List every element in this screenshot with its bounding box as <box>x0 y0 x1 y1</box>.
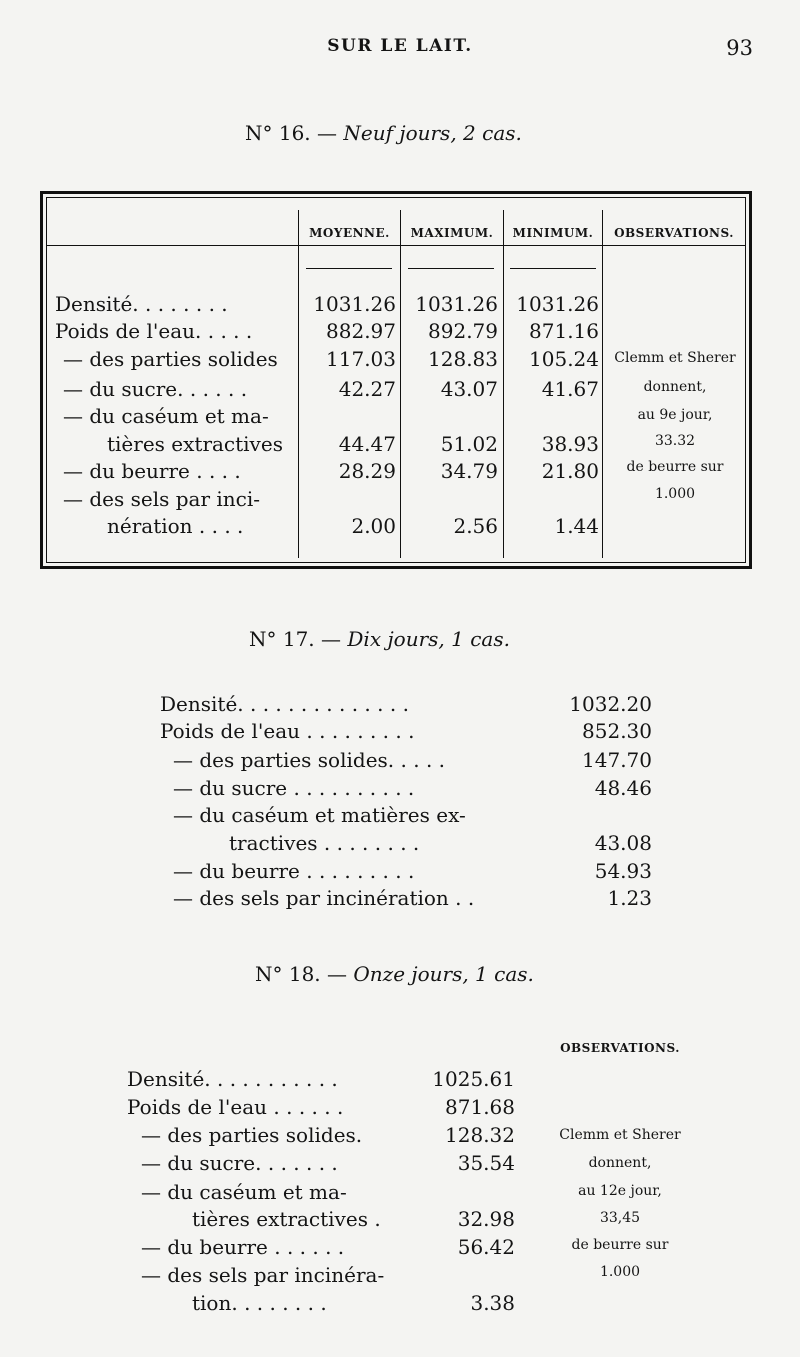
table-18-subtitle: Onze jours, 1 cas. <box>353 962 534 986</box>
t16-row-label: — du caséum et ma- <box>63 404 269 428</box>
t16-row-label: — du sucre. . . . . . <box>63 377 248 401</box>
t16-minimum: 41.67 <box>541 377 599 401</box>
t16-observation-line: donnent, <box>643 379 707 395</box>
page-number: 93 <box>726 36 753 60</box>
t16-row-label: nération . . . . <box>107 514 244 538</box>
t16-row-label: — des parties solides <box>63 347 278 371</box>
col-header-maximum: MAXIMUM. <box>410 226 494 240</box>
t16-row-label: Poids de l'eau. . . . . <box>55 319 253 343</box>
t16-minimum: 21.80 <box>541 459 599 483</box>
t18-value: 871.68 <box>445 1095 515 1119</box>
t16-moyenne: 2.00 <box>351 514 396 538</box>
t18-value: 35.54 <box>457 1151 515 1175</box>
t18-row-label: Densité. . . . . . . . . . . <box>127 1067 338 1091</box>
t17-row-label: — du beurre . . . . . . . . . <box>173 859 415 883</box>
table-17-title <box>249 627 510 651</box>
t17-value: 48.46 <box>594 776 652 800</box>
t17-value: 43.08 <box>594 831 652 855</box>
table-18-dash: — <box>320 962 354 986</box>
t16-maximum: 43.07 <box>440 377 498 401</box>
t16-row-label: Densité. . . . . . . . <box>55 292 228 316</box>
t16-observation-line: Clemm et Sherer <box>614 350 736 366</box>
t17-value: 852.30 <box>582 719 652 743</box>
t17-value: 147.70 <box>582 748 652 772</box>
t18-value: 56.42 <box>457 1235 515 1259</box>
t18-row-label: — du beurre . . . . . . <box>141 1235 345 1259</box>
table-17-subtitle: Dix jours, 1 cas. <box>347 627 510 651</box>
table-16-title <box>245 121 522 145</box>
t16-observation-line: 33.32 <box>654 433 696 449</box>
t17-row-label: tractives . . . . . . . . <box>229 831 420 855</box>
col-header-moyenne: MOYENNE. <box>309 226 390 240</box>
col-header-minimum: MINIMUM. <box>512 226 594 240</box>
t18-row-label: tières extractives . <box>192 1207 381 1231</box>
table-16-number: N° 16. <box>245 121 311 145</box>
t16-maximum: 1031.26 <box>415 292 498 316</box>
subrule-3 <box>510 268 596 269</box>
t16-minimum: 871.16 <box>529 319 599 343</box>
t16-observation-line: de beurre sur <box>626 459 724 475</box>
t18-observation-line: 33,45 <box>599 1210 641 1226</box>
t17-row-label: — des parties solides. . . . . <box>173 748 446 772</box>
t18-row-label: tion. . . . . . . . <box>192 1291 327 1315</box>
col-sep-2 <box>400 210 401 558</box>
t18-row-label: Poids de l'eau . . . . . . <box>127 1095 344 1119</box>
t17-value: 54.93 <box>594 859 652 883</box>
t16-maximum: 34.79 <box>440 459 498 483</box>
subrule-1 <box>306 268 392 269</box>
t18-row-label: — des sels par incinéra- <box>141 1263 385 1287</box>
t16-row-label: tières extractives <box>107 432 283 456</box>
t17-row-label: — des sels par incinération . . <box>173 886 475 910</box>
table-17-number: N° 17. <box>249 627 315 651</box>
t17-row-label: Densité. . . . . . . . . . . . . . <box>160 692 409 716</box>
t17-row-label: Poids de l'eau . . . . . . . . . <box>160 719 415 743</box>
t16-observation-line: 1.000 <box>654 486 696 502</box>
table-18-title <box>255 962 534 986</box>
header-rule <box>46 245 746 246</box>
t18-row-label: — des parties solides. <box>141 1123 363 1147</box>
t16-row-label: — du beurre . . . . <box>63 459 241 483</box>
table-18-number: N° 18. <box>255 962 321 986</box>
table-16-subtitle: Neuf jours, 2 cas. <box>343 121 522 145</box>
t16-minimum: 1031.26 <box>516 292 599 316</box>
t17-value: 1032.20 <box>569 692 652 716</box>
t16-moyenne: 1031.26 <box>313 292 396 316</box>
t16-row-label: — des sels par inci- <box>63 487 261 511</box>
running-head: SUR LE LAIT. <box>327 36 473 56</box>
t18-row-label: — du caséum et ma- <box>141 1180 347 1204</box>
t18-value: 128.32 <box>445 1123 515 1147</box>
t18-value: 1025.61 <box>432 1067 515 1091</box>
col-sep-3 <box>503 210 504 558</box>
t18-observations-header: OBSERVATIONS. <box>560 1041 680 1055</box>
t17-row-label: — du sucre . . . . . . . . . . <box>173 776 415 800</box>
t16-moyenne: 117.03 <box>326 347 396 371</box>
col-sep-4 <box>602 210 603 558</box>
t18-observation-line: Clemm et Sherer <box>559 1127 681 1143</box>
t18-observation-line: 1.000 <box>599 1264 641 1280</box>
col-header-observations: OBSERVATIONS. <box>614 226 734 240</box>
table-17-dash: — <box>314 627 348 651</box>
t18-observation-line: de beurre sur <box>571 1237 669 1253</box>
subrule-2 <box>408 268 494 269</box>
t17-row-label: — du caséum et matières ex- <box>173 803 466 827</box>
table-16-dash: — <box>310 121 344 145</box>
t16-maximum: 892.79 <box>428 319 498 343</box>
t17-value: 1.23 <box>607 886 652 910</box>
t16-maximum: 2.56 <box>453 514 498 538</box>
t16-maximum: 128.83 <box>428 347 498 371</box>
t16-maximum: 51.02 <box>440 432 498 456</box>
t16-moyenne: 44.47 <box>338 432 396 456</box>
t18-value: 32.98 <box>457 1207 515 1231</box>
t18-value: 3.38 <box>470 1291 515 1315</box>
t16-moyenne: 42.27 <box>338 377 396 401</box>
t18-observation-line: donnent, <box>588 1155 652 1171</box>
t16-minimum: 1.44 <box>554 514 599 538</box>
t16-moyenne: 28.29 <box>338 459 396 483</box>
t16-minimum: 38.93 <box>541 432 599 456</box>
t18-observation-line: au 12e jour, <box>578 1183 662 1199</box>
t16-minimum: 105.24 <box>529 347 599 371</box>
t16-moyenne: 882.97 <box>326 319 396 343</box>
col-sep-1 <box>298 210 299 558</box>
t18-row-label: — du sucre. . . . . . . <box>141 1151 338 1175</box>
t16-observation-line: au 9e jour, <box>637 407 713 423</box>
